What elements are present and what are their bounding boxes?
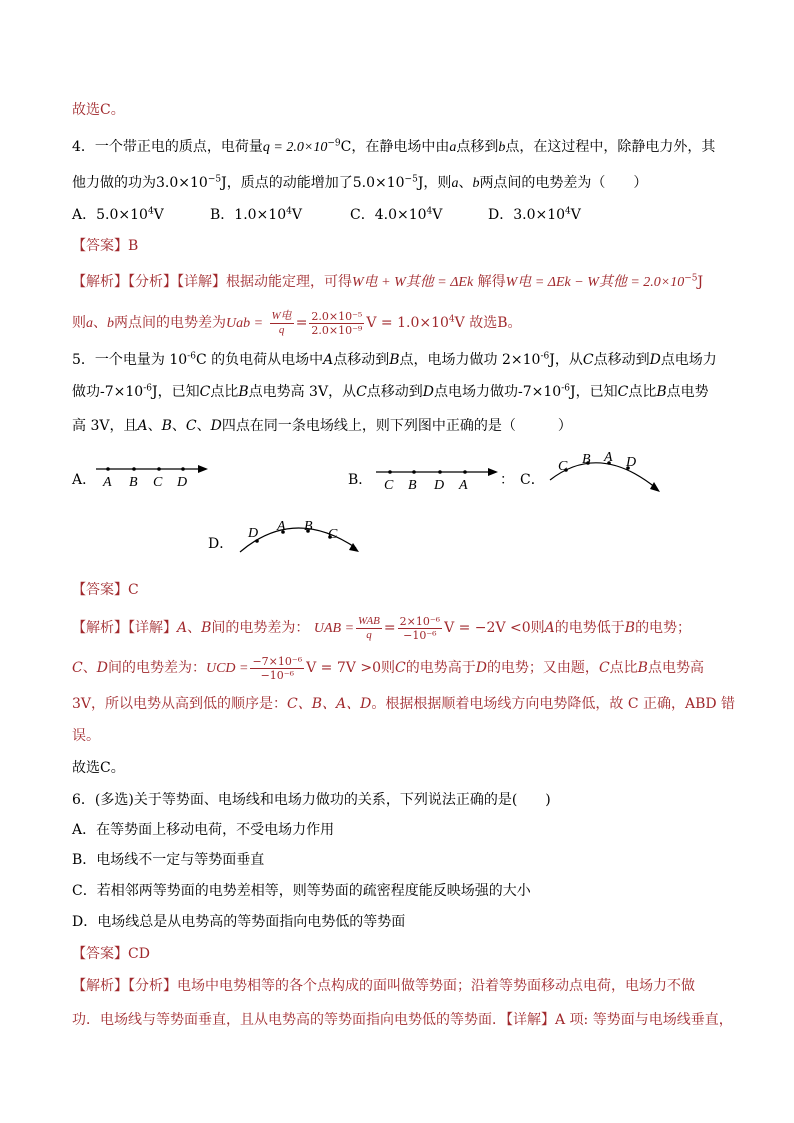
point-label: A [459, 478, 468, 493]
q6-answer: 【答案】CD [72, 946, 150, 962]
point-label: C [558, 459, 568, 474]
separator: ： [500, 472, 514, 488]
q5-figure-d [234, 512, 369, 562]
q5-answer: 【答案】C [72, 582, 139, 598]
point-label: B [304, 519, 313, 534]
point-label: C [384, 478, 394, 493]
q4-stem-line1: 4．一个带正电的质点，电荷量$q = 2.0\times 10^{-9}C$，在静电场中由a点移到b点，在这过程中，除静电力外，其 [72, 138, 716, 155]
q5-figure-a [94, 458, 214, 492]
point-label: A [604, 450, 613, 465]
q6-stem: 6．(多选)关于等势面、电场线和电场力做功的关系，下列说法正确的是( ) [72, 792, 551, 808]
q3-conclusion: 故选C。 [72, 102, 125, 118]
q4-option-b: B．$1.0\times 10^4V$ [210, 206, 302, 223]
point-label: A [103, 475, 112, 490]
q5-stem-line1: 5．一个电量为 $10^{-6}C$ 的负电荷从电场中A点移动到B点，电场力做功 $2\times 10^{-6}J$，从C点移动到D点电场力 [72, 351, 717, 368]
q4-stem-line2: 他力做的功为$3.0\times 10^{-5}J$，质点的动能增加了$5.0\times 10^{-5}J$，则a、b两点间的电势差为（ ） [72, 174, 648, 191]
q5-stem-line2: 做功$-7\times 10^{-6}J$，已知C点比B点电势高 3V，从C点移动到D点电场力做功$-7\times 10^{-6}J$，已知C点比B点电势 [72, 383, 709, 400]
q6-option-d: D．电场线总是从电势高的等势面指向电势低的等势面 [72, 914, 406, 930]
fraction: $\frac{\text{2.0×10⁻⁵}}{\text{2.0×10⁻⁹}}$ [311, 309, 363, 337]
point-label: C [328, 527, 338, 542]
q5-option-c-label: C． [520, 472, 545, 488]
q5-option-d-label: D． [208, 536, 234, 552]
q6-option-b: B．电场线不一定与等势面垂直 [72, 852, 265, 868]
q5-conclusion: 故选C。 [72, 760, 125, 776]
q4-analysis-line2: 则a、b两点间的电势差为Uab = $\frac{\text{W电}}{q}$ = $\frac{\text{2.0×10⁻⁵}}{\text{2.0×10⁻⁹}}$ $V = 1.0\times 10^4V$ 故选B。 [72, 309, 522, 337]
fraction: $\frac{\text{W电}}{q}$ [271, 309, 292, 336]
q5-analysis-line3: 3V，所以电势从高到低的顺序是：C、B、A、D。根据根据顺着电场线方向电势降低，故 C 正确，ABD 错 [72, 696, 736, 712]
q5-analysis-line4: 误。 [72, 728, 100, 744]
q4-answer: 【答案】B [72, 238, 139, 254]
q4-analysis-line1: 【解析】【分析】【详解】根据动能定理，可得W电 + W其他 = ΔEk 解得W电 = ΔEk − W其他 = $2.0\times 10^{-5}J$ [72, 273, 704, 290]
q6-analysis-line2: 功．电场线与等势面垂直，且从电势高的等势面指向电势低的等势面．【详解】A 项: 等势面与电场线垂直， [72, 1012, 733, 1028]
point-label: B [129, 475, 138, 490]
q4-option-c: C．$4.0\times 10^4V$ [350, 206, 443, 223]
point-label: D [248, 526, 259, 541]
point-label: C [153, 475, 163, 490]
fraction: $\frac{\text{WAB}}{q}$ [358, 614, 380, 641]
point-label: D [177, 475, 188, 490]
q4-option-d: D．$3.0\times 10^4V$ [488, 206, 581, 223]
q4-option-a: A．$5.0\times 10^4V$ [72, 206, 164, 223]
q5-analysis-line2: C、D间的电势差为：UCD = $\frac{\text{−7×10⁻⁶}}{\text{−10⁻⁶}}$ V = 7V >0则C的电势高于D的电势；又由题，C点比B点电势高 [72, 654, 704, 682]
q6-option-a: A．在等势面上移动电荷，不受电场力作用 [72, 822, 335, 838]
q5-option-a-label: A． [72, 472, 97, 488]
point-label: B [408, 478, 417, 493]
point-label: A [277, 519, 286, 534]
q5-option-b-label: B． [348, 472, 373, 488]
q4-options [72, 205, 722, 225]
q5-figure-b [374, 460, 504, 494]
fraction: $\frac{\text{−7×10⁻⁶}}{\text{−10⁻⁶}}$ [252, 654, 303, 682]
point-label: D [626, 455, 637, 470]
point-label: B [582, 452, 591, 467]
q5-stem-line3: 高 3V，且A、B、C、D四点在同一条电场线上，则下列图中正确的是（ ） [72, 418, 572, 434]
point-label: D [434, 478, 445, 493]
q6-option-c: C．若相邻两等势面的电势差相等，则等势面的疏密程度能反映场强的大小 [72, 883, 531, 899]
fraction: $\frac{\text{2×10⁻⁶}}{\text{−10⁻⁶}}$ [399, 614, 441, 642]
q5-figure-c [544, 446, 669, 496]
q5-analysis-line1: 【解析】【详解】A、B间的电势差为： UAB = $\frac{\text{WAB}}{q}$ = $\frac{\text{2×10⁻⁶}}{\text{−10⁻⁶}}$ V = −2V <0则A的电势低于B的电势； [72, 614, 692, 642]
q6-analysis-line1: 【解析】【分析】电场中电势相等的各个点构成的面叫做等势面；沿着等势面移动点电荷，电场力不做 [72, 978, 695, 994]
